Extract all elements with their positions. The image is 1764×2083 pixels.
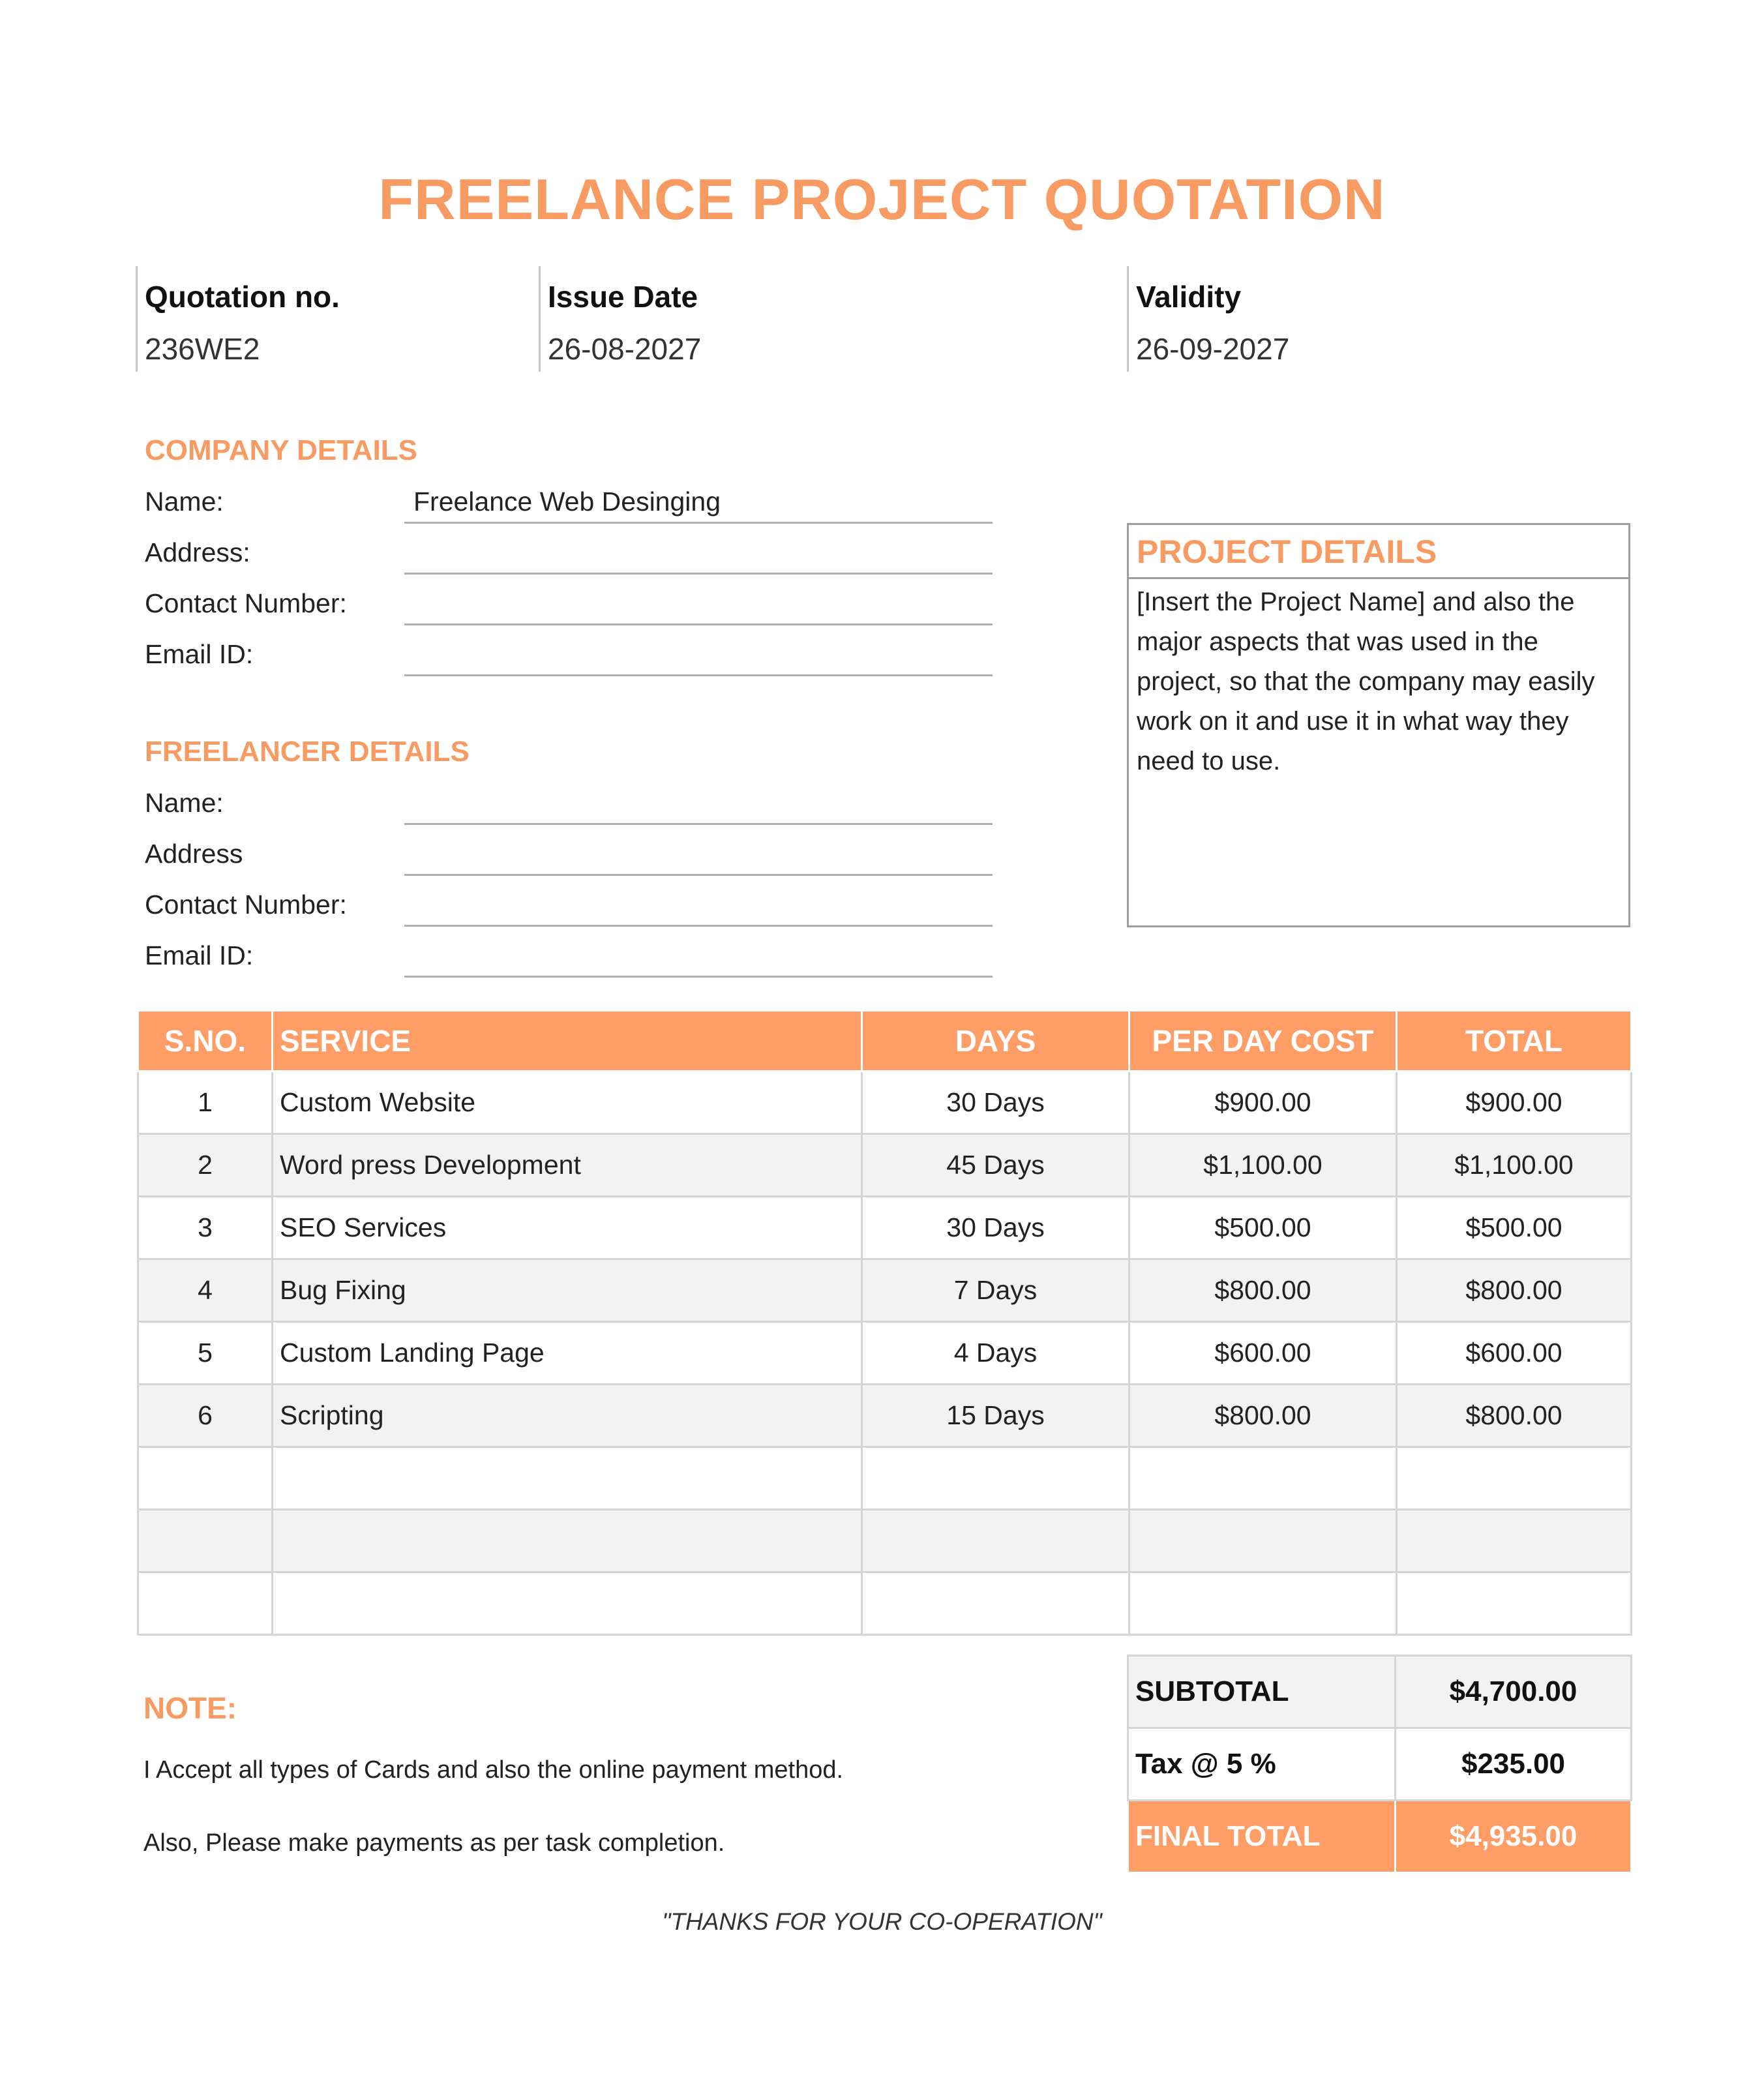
- cell-days[interactable]: 15 Days: [862, 1385, 1129, 1447]
- freelancer-email-field[interactable]: [404, 976, 993, 978]
- cell-sno[interactable]: [138, 1572, 273, 1635]
- project-details-box: [1127, 523, 1630, 927]
- table-row-empty: [138, 1572, 1632, 1635]
- company-email-label: Email ID:: [145, 639, 254, 669]
- cell-total[interactable]: $500.00: [1397, 1197, 1632, 1259]
- cell-days[interactable]: [862, 1447, 1129, 1510]
- meta-divider: [539, 266, 541, 372]
- freelancer-name-label: Name:: [145, 788, 224, 818]
- cell-service[interactable]: [273, 1447, 862, 1510]
- final-total-value: $4,935.00: [1396, 1801, 1632, 1873]
- cell-days[interactable]: [862, 1510, 1129, 1572]
- cell-per-day-cost[interactable]: $800.00: [1129, 1385, 1397, 1447]
- freelancer-address-label: Address: [145, 839, 243, 869]
- cell-days[interactable]: 45 Days: [862, 1134, 1129, 1197]
- table-row-empty: [138, 1510, 1632, 1572]
- note-line-1: I Accept all types of Cards and also the online payment method.: [143, 1756, 844, 1784]
- column-header-per-day-cost: PER DAY COST: [1129, 1011, 1397, 1071]
- tax-label: Tax @ 5 %: [1128, 1728, 1396, 1801]
- cell-sno[interactable]: 3: [138, 1197, 273, 1259]
- table-row: [138, 1134, 1632, 1197]
- meta-divider: [1127, 266, 1129, 372]
- services-table: [137, 1010, 1632, 1636]
- quotation-number-value: 236WE2: [145, 332, 260, 366]
- cell-service[interactable]: Custom Website: [273, 1071, 862, 1134]
- thanks-footer: "THANKS FOR YOUR CO-OPERATION": [662, 1908, 1102, 1935]
- cell-service[interactable]: [273, 1572, 862, 1635]
- cell-days[interactable]: 7 Days: [862, 1259, 1129, 1322]
- cell-per-day-cost[interactable]: [1129, 1572, 1397, 1635]
- tax-row: [1128, 1728, 1632, 1801]
- subtotal-label: SUBTOTAL: [1128, 1656, 1396, 1728]
- company-email-field[interactable]: [404, 674, 993, 676]
- company-name-label: Name:: [145, 487, 224, 517]
- cell-days[interactable]: 30 Days: [862, 1071, 1129, 1134]
- final-total-row: [1128, 1801, 1632, 1873]
- meta-divider: [136, 266, 138, 372]
- cell-sno[interactable]: 2: [138, 1134, 273, 1197]
- cell-service[interactable]: Word press Development: [273, 1134, 862, 1197]
- cell-total[interactable]: [1397, 1572, 1632, 1635]
- subtotal-row: [1128, 1656, 1632, 1728]
- cell-sno[interactable]: 4: [138, 1259, 273, 1322]
- validity-label: Validity: [1136, 280, 1242, 314]
- cell-days[interactable]: 30 Days: [862, 1197, 1129, 1259]
- cell-sno[interactable]: [138, 1510, 273, 1572]
- cell-total[interactable]: $800.00: [1397, 1385, 1632, 1447]
- column-header-service: SERVICE: [273, 1011, 862, 1071]
- final-total-label: FINAL TOTAL: [1128, 1801, 1396, 1873]
- document-title: FREELANCE PROJECT QUOTATION: [378, 167, 1386, 232]
- company-name-field[interactable]: [404, 522, 993, 524]
- freelancer-details-heading: FREELANCER DETAILS: [145, 736, 470, 768]
- cell-sno[interactable]: [138, 1447, 273, 1510]
- cell-service[interactable]: [273, 1510, 862, 1572]
- project-details-text[interactable]: [Insert the Project Name] and also the major aspects that was used in the project, so that the company may easily work on it and use it in what way they need to use.: [1137, 588, 1595, 775]
- totals-table: [1127, 1655, 1632, 1874]
- cell-per-day-cost[interactable]: [1129, 1510, 1397, 1572]
- cell-sno[interactable]: 5: [138, 1322, 273, 1385]
- cell-per-day-cost[interactable]: $800.00: [1129, 1259, 1397, 1322]
- company-contact-field[interactable]: [404, 623, 993, 625]
- cell-total[interactable]: [1397, 1510, 1632, 1572]
- cell-service[interactable]: Custom Landing Page: [273, 1322, 862, 1385]
- column-header-total: TOTAL: [1397, 1011, 1632, 1071]
- cell-per-day-cost[interactable]: $600.00: [1129, 1322, 1397, 1385]
- freelancer-name-field[interactable]: [404, 823, 993, 825]
- cell-service[interactable]: SEO Services: [273, 1197, 862, 1259]
- cell-per-day-cost[interactable]: $900.00: [1129, 1071, 1397, 1134]
- company-address-label: Address:: [145, 537, 250, 567]
- column-header-sno: S.NO.: [138, 1011, 273, 1071]
- freelancer-contact-field[interactable]: [404, 925, 993, 927]
- table-row: [138, 1197, 1632, 1259]
- cell-total[interactable]: $800.00: [1397, 1259, 1632, 1322]
- cell-per-day-cost[interactable]: $1,100.00: [1129, 1134, 1397, 1197]
- table-row: [138, 1385, 1632, 1447]
- table-header-row: [138, 1011, 1632, 1071]
- column-header-days: DAYS: [862, 1011, 1129, 1071]
- cell-sno[interactable]: 1: [138, 1071, 273, 1134]
- validity-value: 26-09-2027: [1136, 332, 1290, 366]
- project-details-divider: [1129, 577, 1628, 579]
- cell-total[interactable]: $1,100.00: [1397, 1134, 1632, 1197]
- company-name-value: Freelance Web Desinging: [413, 487, 721, 517]
- cell-service[interactable]: Scripting: [273, 1385, 862, 1447]
- table-row: [138, 1071, 1632, 1134]
- company-contact-label: Contact Number:: [145, 588, 347, 618]
- note-heading: NOTE:: [143, 1691, 237, 1725]
- project-details-heading: PROJECT DETAILS: [1137, 533, 1437, 570]
- freelancer-contact-label: Contact Number:: [145, 890, 347, 920]
- cell-total[interactable]: [1397, 1447, 1632, 1510]
- issue-date-value: 26-08-2027: [548, 332, 702, 366]
- company-details-heading: COMPANY DETAILS: [145, 434, 418, 466]
- cell-days[interactable]: 4 Days: [862, 1322, 1129, 1385]
- cell-days[interactable]: [862, 1572, 1129, 1635]
- cell-per-day-cost[interactable]: [1129, 1447, 1397, 1510]
- company-address-field[interactable]: [404, 573, 993, 575]
- subtotal-value: $4,700.00: [1396, 1656, 1632, 1728]
- tax-value: $235.00: [1396, 1728, 1632, 1801]
- issue-date-label: Issue Date: [548, 280, 698, 314]
- note-line-2: Also, Please make payments as per task completion.: [143, 1829, 725, 1857]
- table-row: [138, 1322, 1632, 1385]
- cell-per-day-cost[interactable]: $500.00: [1129, 1197, 1397, 1259]
- cell-sno[interactable]: 6: [138, 1385, 273, 1447]
- table-row-empty: [138, 1447, 1632, 1510]
- freelancer-address-field[interactable]: [404, 874, 993, 876]
- cell-total[interactable]: $900.00: [1397, 1071, 1632, 1134]
- quotation-number-label: Quotation no.: [145, 280, 340, 314]
- table-row: [138, 1259, 1632, 1322]
- cell-service[interactable]: Bug Fixing: [273, 1259, 862, 1322]
- freelancer-email-label: Email ID:: [145, 940, 254, 970]
- cell-total[interactable]: $600.00: [1397, 1322, 1632, 1385]
